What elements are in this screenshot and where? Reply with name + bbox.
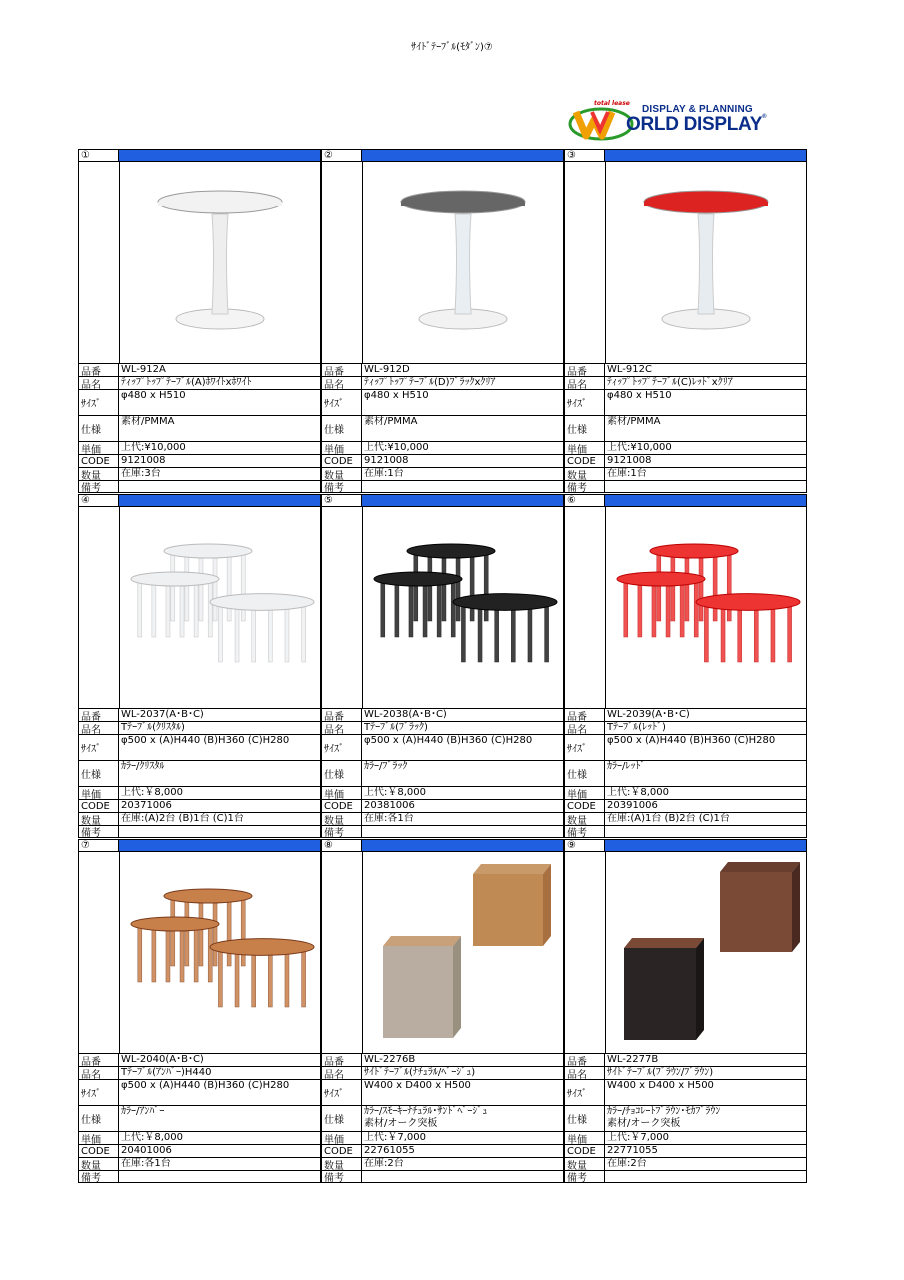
row-spec <box>322 1105 563 1131</box>
value-name: Tﾃｰﾌﾞﾙ(ﾌﾞﾗｯｸ) <box>364 722 428 733</box>
spec-line: ｶﾗｰ/ｱﾝﾊﾞｰ <box>121 1106 165 1117</box>
row-spec <box>79 760 320 786</box>
label-item-no: 品番 <box>322 364 362 376</box>
label-code: CODE <box>565 800 605 812</box>
value-spec <box>364 416 561 428</box>
row-price <box>565 786 806 799</box>
value-size: φ480 x H510 <box>364 390 429 401</box>
label-item-no: 品番 <box>565 709 605 721</box>
product-card-9 <box>564 839 807 1184</box>
value-item-no: WL-2039(A･B･C) <box>607 709 690 720</box>
label-spec: 仕様 <box>322 416 362 441</box>
product-spec-table <box>321 363 564 493</box>
product-header <box>78 839 321 852</box>
product-grid <box>78 149 808 1185</box>
row-note <box>322 480 563 493</box>
label-note: 備考 <box>565 481 605 492</box>
row-name <box>79 1066 320 1079</box>
product-spec-table <box>321 708 564 838</box>
label-qty: 数量 <box>79 813 119 825</box>
label-size: ｻｲｽﾞ <box>322 1080 362 1105</box>
label-size: ｻｲｽﾞ <box>79 735 119 760</box>
header-bar <box>605 150 806 161</box>
value-spec <box>121 416 318 428</box>
value-item-no: WL-2276B <box>364 1054 416 1065</box>
row-price <box>322 1131 563 1144</box>
label-size: ｻｲｽﾞ <box>322 735 362 760</box>
crystal-t-tables-image <box>120 509 320 705</box>
world-display-logo <box>568 100 808 142</box>
value-spec <box>121 761 318 773</box>
value-qty: 在庫:1台 <box>364 468 404 479</box>
row-spec <box>79 415 320 441</box>
row-name <box>565 1066 806 1079</box>
spec-line: ｶﾗｰ/ﾌﾞﾗｯｸ <box>364 761 408 772</box>
row-size <box>565 1079 806 1105</box>
label-code: CODE <box>322 455 362 467</box>
label-size: ｻｲｽﾞ <box>322 390 362 415</box>
red-t-tables-image <box>606 509 806 705</box>
value-qty: 在庫:各1台 <box>121 1158 171 1169</box>
row-code <box>322 799 563 812</box>
row-price <box>565 1131 806 1144</box>
logo-small-text: total lease <box>594 100 630 107</box>
label-spec: 仕様 <box>565 761 605 786</box>
product-photo-frame <box>78 507 321 708</box>
value-qty: 在庫:2台 <box>607 1158 647 1169</box>
header-bar <box>362 150 563 161</box>
row-qty <box>322 812 563 825</box>
row-item-no <box>565 708 806 721</box>
product-photo-frame <box>564 852 807 1053</box>
label-name: 品名 <box>322 722 362 734</box>
row-item-no <box>79 363 320 376</box>
row-note <box>79 480 320 493</box>
row-spec <box>79 1105 320 1131</box>
label-item-no: 品番 <box>79 709 119 721</box>
label-item-no: 品番 <box>565 1054 605 1066</box>
header-bar <box>605 840 806 851</box>
product-number: ② <box>322 150 362 161</box>
row-item-no <box>565 1053 806 1066</box>
label-code: CODE <box>79 800 119 812</box>
row-size <box>565 389 806 415</box>
row-price <box>79 786 320 799</box>
value-code: 20381006 <box>364 800 415 811</box>
row-item-no <box>79 1053 320 1066</box>
value-item-no: WL-2277B <box>607 1054 659 1065</box>
row-note <box>79 1170 320 1183</box>
row-spec <box>322 415 563 441</box>
product-spec-table <box>564 363 807 493</box>
value-item-no: WL-2037(A･B･C) <box>121 709 204 720</box>
value-qty: 在庫:(A)2台 (B)1台 (C)1台 <box>121 813 244 824</box>
row-code <box>565 799 806 812</box>
label-note: 備考 <box>79 826 119 837</box>
row-qty <box>565 1157 806 1170</box>
value-item-no: WL-2040(A･B･C) <box>121 1054 204 1065</box>
value-price: 上代:￥8,000 <box>121 1132 183 1143</box>
row-name <box>322 721 563 734</box>
value-size: φ500 x (A)H440 (B)H360 (C)H280 <box>607 735 776 746</box>
value-size: W400 x D400 x H500 <box>607 1080 714 1091</box>
label-qty: 数量 <box>79 1158 119 1170</box>
value-spec <box>607 1106 804 1130</box>
row-qty <box>322 467 563 480</box>
row-name <box>322 1066 563 1079</box>
row-qty <box>322 1157 563 1170</box>
value-code: 20401006 <box>121 1145 172 1156</box>
row-name <box>322 376 563 389</box>
row-note <box>322 825 563 838</box>
label-item-no: 品番 <box>79 1054 119 1066</box>
value-code: 9121008 <box>121 455 166 466</box>
label-price: 単価 <box>322 1132 362 1144</box>
spec-line: 素材/PMMA <box>121 416 175 427</box>
page-title: ｻｲﾄﾞﾃｰﾌﾞﾙ(ﾓﾀﾞﾝ)⑦ <box>411 42 493 53</box>
value-spec <box>364 761 561 773</box>
spec-line: 素材/PMMA <box>364 416 418 427</box>
label-qty: 数量 <box>565 813 605 825</box>
value-spec <box>607 416 804 428</box>
row-size <box>322 734 563 760</box>
label-note: 備考 <box>322 1171 362 1182</box>
label-name: 品名 <box>79 377 119 389</box>
product-photo-frame <box>78 162 321 363</box>
product-header <box>78 149 321 162</box>
row-price <box>322 786 563 799</box>
value-qty: 在庫:3台 <box>121 468 161 479</box>
product-number: ⑥ <box>565 495 605 506</box>
product-header <box>78 494 321 507</box>
product-photo-frame <box>78 852 321 1053</box>
product-number: ⑤ <box>322 495 362 506</box>
product-spec-table <box>78 708 321 838</box>
product-header <box>321 839 564 852</box>
row-price <box>79 1131 320 1144</box>
logo-tagline: DISPLAY & PLANNING <box>642 104 753 115</box>
value-code: 22761055 <box>364 1145 415 1156</box>
label-qty: 数量 <box>322 813 362 825</box>
row-size <box>322 1079 563 1105</box>
row-name <box>565 376 806 389</box>
label-name: 品名 <box>565 722 605 734</box>
product-photo-frame <box>564 507 807 708</box>
label-spec: 仕様 <box>565 416 605 441</box>
row-note <box>565 480 806 493</box>
product-spec-table <box>321 1053 564 1183</box>
value-price: 上代:¥10,000 <box>364 442 429 453</box>
row-code <box>565 1144 806 1157</box>
spec-line: ｶﾗｰ/ﾚｯﾄﾞ <box>607 761 646 772</box>
row-note <box>565 1170 806 1183</box>
white-tip-top-table-image <box>120 164 320 360</box>
value-price: 上代:¥10,000 <box>121 442 186 453</box>
product-card-3 <box>564 149 807 494</box>
product-card-4 <box>78 494 321 839</box>
label-item-no: 品番 <box>565 364 605 376</box>
label-price: 単価 <box>79 1132 119 1144</box>
label-price: 単価 <box>565 787 605 799</box>
black-clear-tip-top-table-image <box>363 164 563 360</box>
header-bar <box>119 150 320 161</box>
row-item-no <box>565 363 806 376</box>
row-note <box>322 1170 563 1183</box>
red-clear-tip-top-table-image <box>606 164 806 360</box>
row-code <box>79 1144 320 1157</box>
label-note: 備考 <box>322 481 362 492</box>
label-price: 単価 <box>322 787 362 799</box>
spec-line: 素材/PMMA <box>607 416 661 427</box>
header-bar <box>119 840 320 851</box>
value-name: ｻｲﾄﾞﾃｰﾌﾞﾙ(ﾅﾁｭﾗﾙ/ﾍﾞｰｼﾞｭ) <box>364 1067 476 1078</box>
label-note: 備考 <box>79 1171 119 1182</box>
product-number: ③ <box>565 150 605 161</box>
product-photo-frame <box>321 852 564 1053</box>
amber-t-tables-image <box>120 854 320 1050</box>
label-price: 単価 <box>322 442 362 454</box>
row-qty <box>565 812 806 825</box>
label-note: 備考 <box>79 481 119 492</box>
row-name <box>79 376 320 389</box>
row-spec <box>322 760 563 786</box>
label-code: CODE <box>79 1145 119 1157</box>
row-qty <box>79 812 320 825</box>
product-number: ⑨ <box>565 840 605 851</box>
row-size <box>79 389 320 415</box>
value-name: Tﾃｰﾌﾞﾙ(ｸﾘｽﾀﾙ) <box>121 722 185 733</box>
product-photo-frame <box>321 507 564 708</box>
header-bar <box>362 495 563 506</box>
value-name: ｻｲﾄﾞﾃｰﾌﾞﾙ(ﾌﾞﾗｳﾝ/ﾌﾞﾗｳﾝ) <box>607 1067 714 1078</box>
label-qty: 数量 <box>322 1158 362 1170</box>
product-photo-frame <box>564 162 807 363</box>
label-name: 品名 <box>565 377 605 389</box>
row-name <box>79 721 320 734</box>
row-spec <box>565 760 806 786</box>
row-qty <box>79 467 320 480</box>
row-item-no <box>79 708 320 721</box>
label-price: 単価 <box>79 442 119 454</box>
row-code <box>79 799 320 812</box>
value-name: ﾃｨｯﾌﾟﾄｯﾌﾟﾃｰﾌﾞﾙ(C)ﾚｯﾄﾞxｸﾘｱ <box>607 377 733 388</box>
value-price: 上代:¥10,000 <box>607 442 672 453</box>
product-number: ① <box>79 150 119 161</box>
row-price <box>565 441 806 454</box>
product-card-1 <box>78 149 321 494</box>
row-qty <box>565 467 806 480</box>
value-spec <box>121 1106 318 1118</box>
row-size <box>322 389 563 415</box>
product-number: ⑦ <box>79 840 119 851</box>
product-number: ④ <box>79 495 119 506</box>
label-spec: 仕様 <box>322 761 362 786</box>
value-name: ﾃｨｯﾌﾟﾄｯﾌﾟﾃｰﾌﾞﾙ(D)ﾌﾞﾗｯｸxｸﾘｱ <box>364 377 496 388</box>
value-price: 上代:￥7,000 <box>364 1132 426 1143</box>
spec-line: ｶﾗｰ/ｸﾘｽﾀﾙ <box>121 761 165 772</box>
label-name: 品名 <box>79 1067 119 1079</box>
label-item-no: 品番 <box>322 1054 362 1066</box>
row-spec <box>565 1105 806 1131</box>
value-size: W400 x D400 x H500 <box>364 1080 471 1091</box>
product-spec-table <box>564 1053 807 1183</box>
label-item-no: 品番 <box>79 364 119 376</box>
product-spec-table <box>78 1053 321 1183</box>
label-item-no: 品番 <box>322 709 362 721</box>
value-price: 上代:￥8,000 <box>121 787 183 798</box>
label-price: 単価 <box>79 787 119 799</box>
value-qty: 在庫:各1台 <box>364 813 414 824</box>
row-code <box>565 454 806 467</box>
spec-line: 素材/オーク突板 <box>364 1118 438 1129</box>
value-item-no: WL-2038(A･B･C) <box>364 709 447 720</box>
row-qty <box>79 1157 320 1170</box>
row-code <box>322 454 563 467</box>
value-size: φ500 x (A)H440 (B)H360 (C)H280 <box>364 735 533 746</box>
label-code: CODE <box>322 1145 362 1157</box>
label-size: ｻｲｽﾞ <box>79 1080 119 1105</box>
label-qty: 数量 <box>322 468 362 480</box>
value-qty: 在庫:2台 <box>364 1158 404 1169</box>
product-card-7 <box>78 839 321 1184</box>
row-name <box>565 721 806 734</box>
label-qty: 数量 <box>565 468 605 480</box>
row-price <box>79 441 320 454</box>
product-header <box>564 149 807 162</box>
spec-line: ｶﾗｰ/ﾁｮｺﾚｰﾄﾌﾞﾗｳﾝ･ﾓｶﾌﾞﾗｳﾝ <box>607 1106 721 1117</box>
label-note: 備考 <box>565 1171 605 1182</box>
value-code: 20371006 <box>121 800 172 811</box>
value-item-no: WL-912D <box>364 364 410 375</box>
label-note: 備考 <box>322 826 362 837</box>
row-item-no <box>322 363 563 376</box>
product-card-6 <box>564 494 807 839</box>
value-item-no: WL-912A <box>121 364 166 375</box>
product-number: ⑧ <box>322 840 362 851</box>
label-price: 単価 <box>565 1132 605 1144</box>
row-note <box>79 825 320 838</box>
value-qty: 在庫:(A)1台 (B)2台 (C)1台 <box>607 813 730 824</box>
label-qty: 数量 <box>79 468 119 480</box>
value-code: 9121008 <box>364 455 409 466</box>
product-header <box>321 149 564 162</box>
label-note: 備考 <box>565 826 605 837</box>
value-code: 20391006 <box>607 800 658 811</box>
row-price <box>322 441 563 454</box>
header-bar <box>605 495 806 506</box>
label-size: ｻｲｽﾞ <box>565 735 605 760</box>
value-size: φ500 x (A)H440 (B)H360 (C)H280 <box>121 1080 290 1091</box>
header-bar <box>362 840 563 851</box>
row-item-no <box>322 708 563 721</box>
label-size: ｻｲｽﾞ <box>565 390 605 415</box>
value-item-no: WL-912C <box>607 364 652 375</box>
value-price: 上代:￥8,000 <box>607 787 669 798</box>
header-bar <box>119 495 320 506</box>
product-header <box>564 494 807 507</box>
value-spec <box>607 761 804 773</box>
label-size: ｻｲｽﾞ <box>565 1080 605 1105</box>
row-size <box>79 734 320 760</box>
value-code: 22771055 <box>607 1145 658 1156</box>
label-spec: 仕様 <box>79 761 119 786</box>
value-size: φ480 x H510 <box>607 390 672 401</box>
value-name: Tﾃｰﾌﾞﾙ(ﾚｯﾄﾞ) <box>607 722 666 733</box>
logo-wordmark: ORLD DISPLAY® <box>626 114 767 135</box>
label-name: 品名 <box>322 1067 362 1079</box>
label-spec: 仕様 <box>565 1106 605 1131</box>
label-code: CODE <box>565 1145 605 1157</box>
label-spec: 仕様 <box>79 416 119 441</box>
label-code: CODE <box>322 800 362 812</box>
natural-beige-cube-tables-image <box>363 854 563 1050</box>
black-t-tables-image <box>363 509 563 705</box>
product-header <box>564 839 807 852</box>
label-price: 単価 <box>565 442 605 454</box>
label-code: CODE <box>79 455 119 467</box>
label-code: CODE <box>565 455 605 467</box>
row-code <box>322 1144 563 1157</box>
value-name: ﾃｨｯﾌﾟﾄｯﾌﾟﾃｰﾌﾞﾙ(A)ﾎﾜｲﾄxﾎﾜｲﾄ <box>121 377 252 388</box>
spec-line: ｶﾗｰ/ｽﾓｰｷｰﾅﾁｭﾗﾙ･ｻﾝﾄﾞﾍﾞｰｼﾞｭ <box>364 1106 488 1117</box>
row-size <box>79 1079 320 1105</box>
label-qty: 数量 <box>565 1158 605 1170</box>
value-code: 9121008 <box>607 455 652 466</box>
brown-cube-tables-image <box>606 854 806 1050</box>
value-size: φ500 x (A)H440 (B)H360 (C)H280 <box>121 735 290 746</box>
row-note <box>565 825 806 838</box>
row-size <box>565 734 806 760</box>
product-photo-frame <box>321 162 564 363</box>
value-price: 上代:￥8,000 <box>364 787 426 798</box>
product-header <box>321 494 564 507</box>
product-card-8 <box>321 839 564 1184</box>
product-spec-table <box>564 708 807 838</box>
label-name: 品名 <box>565 1067 605 1079</box>
row-code <box>79 454 320 467</box>
row-item-no <box>322 1053 563 1066</box>
label-name: 品名 <box>322 377 362 389</box>
product-card-2 <box>321 149 564 494</box>
product-card-5 <box>321 494 564 839</box>
value-spec <box>364 1106 561 1130</box>
label-size: ｻｲｽﾞ <box>79 390 119 415</box>
spec-line: 素材/オーク突板 <box>607 1118 681 1129</box>
value-qty: 在庫:1台 <box>607 468 647 479</box>
product-spec-table <box>78 363 321 493</box>
label-spec: 仕様 <box>79 1106 119 1131</box>
value-name: Tﾃｰﾌﾞﾙ(ｱﾝﾊﾞｰ)H440 <box>121 1067 212 1078</box>
label-spec: 仕様 <box>322 1106 362 1131</box>
value-size: φ480 x H510 <box>121 390 186 401</box>
value-price: 上代:￥7,000 <box>607 1132 669 1143</box>
label-name: 品名 <box>79 722 119 734</box>
row-spec <box>565 415 806 441</box>
